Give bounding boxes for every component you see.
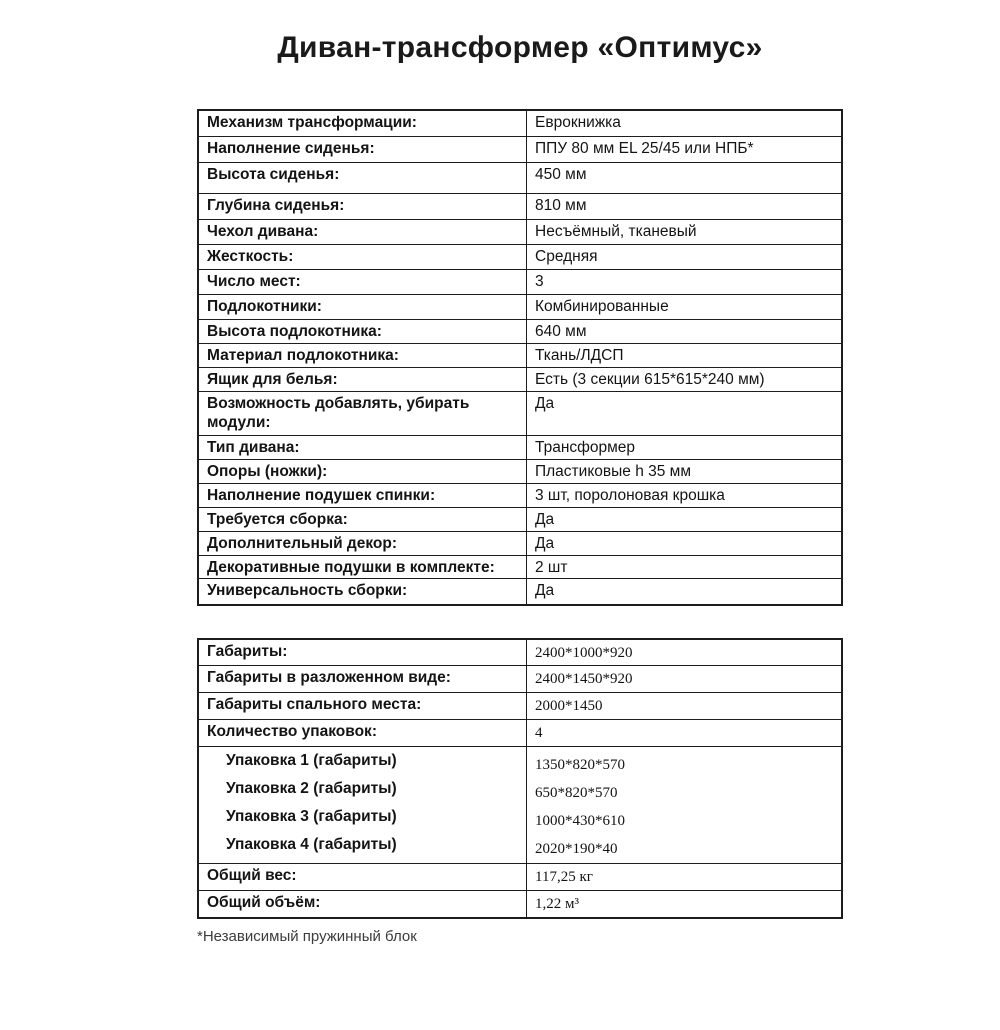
table-row [198, 391, 842, 435]
package-value: 1350*820*570 [535, 756, 625, 773]
spec-value: Ткань/ЛДСП [527, 343, 843, 367]
spec-value: Да [527, 531, 843, 555]
spec-value: Да [527, 579, 843, 605]
spec-label: Материал подлокотника: [198, 343, 527, 367]
package-label: Упаковка 3 (габариты) [226, 808, 397, 826]
spec-label: Высота подлокотника: [198, 319, 527, 343]
spec-value: Трансформер [527, 435, 843, 459]
spec-value: Да [527, 507, 843, 531]
table-row [198, 269, 842, 294]
spec-label: Универсальность сборки: [198, 579, 527, 605]
table-row [198, 244, 842, 269]
spec-value: Еврокнижка [527, 110, 843, 136]
table-row [198, 319, 842, 343]
table-row [198, 639, 842, 666]
content-container [197, 30, 843, 945]
package-label: Упаковка 2 (габариты) [226, 780, 397, 798]
table-row [198, 136, 842, 162]
footnote: *Независимый пружинный блок [197, 927, 417, 945]
dims-label: Общий вес: [198, 864, 527, 891]
spec-value: 810 мм [527, 193, 843, 219]
spec-value: Несъёмный, тканевый [527, 219, 843, 244]
table-row [198, 193, 842, 219]
packages-labels-cell [198, 747, 527, 864]
spec-value: 2 шт [527, 555, 843, 579]
spec-label: Подлокотники: [198, 294, 527, 319]
spec-value: 3 шт, поролоновая крошка [527, 483, 843, 507]
table-row [198, 110, 842, 136]
table-row [198, 579, 842, 605]
spec-label: Возможность добавлять, убирать модули: [198, 391, 527, 435]
table-row [198, 162, 842, 193]
dims-label: Количество упаковок: [198, 720, 527, 747]
table-row [198, 531, 842, 555]
spec-value: Пластиковые h 35 мм [527, 459, 843, 483]
spec-value: Комбинированные [527, 294, 843, 319]
spec-value: Средняя [527, 244, 843, 269]
dims-value: 1,22 м³ [527, 891, 843, 918]
spec-label: Глубина сиденья: [198, 193, 527, 219]
dims-label: Габариты: [198, 639, 527, 666]
package-value: 2020*190*40 [535, 840, 618, 857]
package-value: 650*820*570 [535, 784, 618, 801]
table-row [198, 720, 842, 747]
spec-label: Жесткость: [198, 244, 527, 269]
spec-value: ППУ 80 мм EL 25/45 или НПБ* [527, 136, 843, 162]
table-row [198, 367, 842, 391]
spec-label: Высота сиденья: [198, 162, 527, 193]
dimensions-table [197, 638, 843, 919]
dims-value: 4 [527, 720, 843, 747]
dims-label: Габариты в разложенном виде: [198, 666, 527, 693]
table-row [198, 294, 842, 319]
spec-label: Тип дивана: [198, 435, 527, 459]
table-row [198, 507, 842, 531]
table-row [198, 219, 842, 244]
table-row [198, 864, 842, 891]
spec-value: 450 мм [527, 162, 843, 193]
package-label: Упаковка 1 (габариты) [226, 752, 397, 770]
spec-value: Есть (3 секции 615*615*240 мм) [527, 367, 843, 391]
table-row [198, 343, 842, 367]
dims-label: Габариты спального места: [198, 693, 527, 720]
spec-table [197, 109, 843, 606]
table-row [198, 483, 842, 507]
spec-label: Ящик для белья: [198, 367, 527, 391]
table-row [198, 693, 842, 720]
dims-value: 2400*1450*920 [527, 666, 843, 693]
package-value: 1000*430*610 [535, 812, 625, 829]
table-row [198, 891, 842, 918]
document-page [0, 30, 1000, 1030]
spec-label: Декоративные подушки в комплекте: [198, 555, 527, 579]
packages-row [198, 747, 842, 864]
spec-value: Да [527, 391, 843, 435]
dims-value: 117,25 кг [527, 864, 843, 891]
spec-label: Число мест: [198, 269, 527, 294]
table-row [198, 435, 842, 459]
page-title: Диван-трансформер «Оптимус» [277, 31, 763, 64]
table-row [198, 459, 842, 483]
spec-label: Дополнительный декор: [198, 531, 527, 555]
spec-label: Требуется сборка: [198, 507, 527, 531]
spec-value: 3 [527, 269, 843, 294]
packages-values-cell [527, 747, 843, 864]
spec-label: Чехол дивана: [198, 219, 527, 244]
dims-value: 2000*1450 [527, 693, 843, 720]
table-row [198, 666, 842, 693]
dims-label: Общий объём: [198, 891, 527, 918]
spec-label: Механизм трансформации: [198, 110, 527, 136]
table-row [198, 555, 842, 579]
dims-value: 2400*1000*920 [527, 639, 843, 666]
spec-value: 640 мм [527, 319, 843, 343]
package-label: Упаковка 4 (габариты) [226, 836, 397, 854]
spec-label: Наполнение подушек спинки: [198, 483, 527, 507]
spec-label: Опоры (ножки): [198, 459, 527, 483]
spec-label: Наполнение сиденья: [198, 136, 527, 162]
